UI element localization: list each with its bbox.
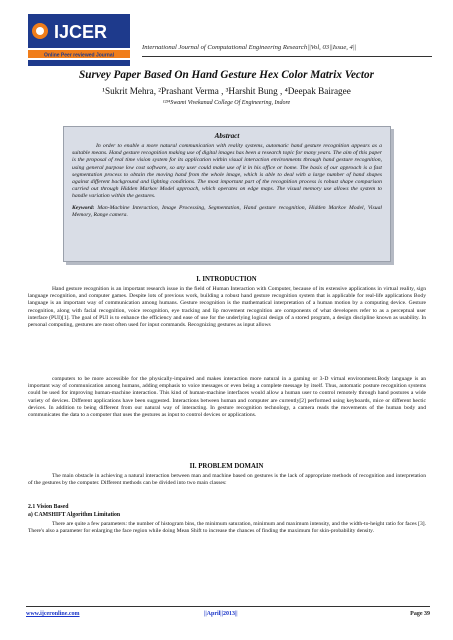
header-rule xyxy=(142,56,432,57)
journal-website-link[interactable]: www.ijceronline.com xyxy=(26,611,80,617)
page-header xyxy=(26,12,428,72)
keywords xyxy=(72,205,382,219)
intro-paragraph-2: computers to be more accessible for the physically-impaired and makes interaction more natural in a gaming or 3-D virtual environment.Body language is an important way of communication among humans, adding emphasis to voice messages or even being a complete message by itself. Thus, automatic posture recognition systems could be used for improving human-machine interaction. This kind of human-machine interfaces would allow a human user to control remotely through hand postures a wide variety of devices. Different applications have been suggested. Interactions between human and computer are currently[2] performed using keyboards, mice or different hectic devices. In addition to being different from our natural way of interacting. In gesture recognition technology, a camera reads the movements of the human body and communicates the data to a computer that uses the gestures as input to control devices or applications. xyxy=(28,376,426,419)
footer-rule xyxy=(26,606,430,607)
issue-date: ||April||2013|| xyxy=(204,611,238,617)
page-footer xyxy=(26,604,430,624)
paper-title: Survey Paper Based On Hand Gesture Hex Color Matrix Vector xyxy=(79,69,374,81)
problem-paragraph-2: There are quite a few parameters: the number of histogram bins, the minimum saturation, minimum and maximum intensity, and the width-to-height ratio for faces [3]. There's also a parameter for enlarging the face region while doing Mean Shift to increase the chances of finding the maximum for skin-probability density. xyxy=(28,521,427,535)
abstract-heading: Abstract xyxy=(214,132,240,140)
author-list: ¹Sukrit Mehra, ²Prashant Verma , ³Harshit Bung , ⁴Deepak Bairagee xyxy=(102,86,351,96)
abstract-box xyxy=(63,126,391,262)
keywords-label: Keyword: xyxy=(72,204,95,211)
abstract-text: In order to enable a more natural communication with reality systems, automatic hand gesture recognition appears as a suitable means. Hand gesture recognition making use of digital images has been a research topic for many years. The aim of this paper is the proposal of real time vision system for its application within visual interaction environments through hand gesture recognition, using general purpose low cost software, so any user could make use of it in his office or home. The basis of our approach is a fast segmentation process to obtain the moving hand from the whole image, which is able to deal with a large number of hand shapes against different background and lighting conditions. The most important part of the recognition process is robust shape comparison carried out through Hidden Markov Model approach, which operates on edge maps. The visual memory use allows the system to handle variation within the gestures. xyxy=(72,143,382,200)
affiliation: ¹²³⁴Swami Vivekanad College Of Engineering, Indore xyxy=(162,100,291,106)
intro-paragraph-1: Hand gesture recognition is an important research issue in the field of Human Interaction with Computer, because of its extensive applications in virtual reality, sign language recognition, and computer games. Despite lots of previous work, building a robust hand gesture recognition system that is applicable for real-life applications Body language is an important way of communication among humans. Gesture recognition is the mathematical interpretation of a human motion by a computing device. Gesture recognition, along with facial recognition, voice recognition, eye tracking and lip movement recognition are components of what developers refer to as a perceptual user interface (PUI)[1]. The goal of PUI is to enhance the efficiency and ease of use for the underlying logical design of a stored program, a design discipline known as usability. In personal computing, gestures are most often used for input commands. Recognizing gestures as input allows xyxy=(28,286,426,329)
keywords-list: Man-Machine Interaction, Image Processing, Segmentation, Hand gesture recognition, Hidden Markov Model, Visual Memory, Range camera. xyxy=(72,204,382,218)
journal-logo xyxy=(26,12,132,68)
subsection-vision-based: 2.1 Vision Based xyxy=(28,504,69,510)
subsection-camshift: a) CAMSHIFT Algorithm Limitation xyxy=(28,512,121,518)
journal-name: International Journal of Computational Engineering Research||Vol, 03||Issue, 4|| xyxy=(142,44,357,51)
problem-heading: II. PROBLEM DOMAIN xyxy=(189,463,264,470)
problem-paragraph-1: The main obstacle in achieving a natural interaction between man and machine based on gestures is the lack of appropriate methods of recognition and interpretation of the gestures by the computer. Different methods can be divided into two main classes: xyxy=(28,473,426,487)
page-number: Page 39 xyxy=(410,611,430,617)
logo-text: IJCER xyxy=(54,22,108,42)
intro-heading: I. INTRODUCTION xyxy=(196,276,257,283)
logo-subtext: Online Peer reviewed Journal xyxy=(43,52,115,59)
